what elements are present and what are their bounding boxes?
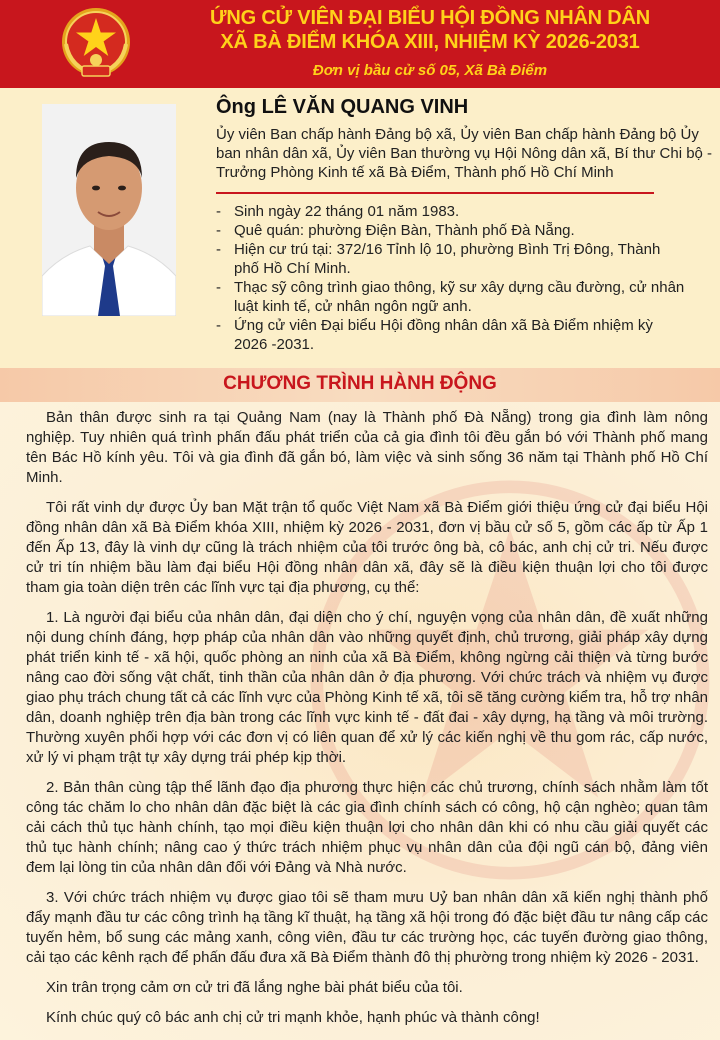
action-program-title: CHƯƠNG TRÌNH HÀNH ĐỘNG <box>223 373 497 394</box>
vietnam-national-emblem-icon <box>56 4 136 84</box>
header-title-line2: XÃ BÀ ĐIỂM KHÓA XIII, NHIỆM KỲ 2026-2031 <box>220 31 640 53</box>
candidate-profile <box>0 88 720 368</box>
candidate-positions: Ủy viên Ban chấp hành Đảng bộ xã, Ủy viên Ban chấp hành Đảng bộ Ủy ban nhân dân xã, Ủy viên Ban thường vụ Hội Nông dân xã, Bí thư Chi bộ - Trưởng Phòng Kinh tế xã Bà Điểm, Thành phố Hồ Chí Minh <box>216 126 713 181</box>
header-banner <box>0 0 720 88</box>
candidate-name <box>216 96 468 119</box>
candidate-portrait-icon <box>42 104 176 316</box>
bio-item-birth: - Sinh ngày 22 tháng 01 năm 1983. <box>216 202 686 221</box>
header-text <box>160 6 700 82</box>
bio-item-education: - Thạc sỹ công trình giao thông, kỹ sư xây dựng cầu đường, cử nhân luật kinh tế, cử nhân ngôn ngữ anh. <box>216 278 686 316</box>
bio-item-hometown: - Quê quán: phường Điện Bàn, Thành phố Đà Nẵng. <box>216 221 686 240</box>
action-program-body <box>26 408 708 1038</box>
paragraph-wishes: Kính chúc quý cô bác anh chị cử tri mạnh khỏe, hạnh phúc và thành công! <box>46 1009 540 1026</box>
paragraph-point-3: 3. Với chức trách nhiệm vụ được giao tôi sẽ tham mưu Uỷ ban nhân dân xã kiến nghị thành phố đẩy mạnh đầu tư các công trình hạ tầng kĩ thuật, hạ tầng xã hội trong đó đặc biệt đầu tư nâng cấp các tuyến hẻm, bổ sung các mảng xanh, công viên, đầu tư các trường học, các tuyến đường giao thông, cải tạo các kênh rạch để phấn đấu đưa xã Bà Điểm thành đô thị phường trong nhiệm kỳ 2026 - 2031. <box>26 889 708 966</box>
bio-item-residence: - Hiện cư trú tại: 372/16 Tỉnh lộ 10, phường Bình Trị Đông, Thành phố Hồ Chí Minh. <box>216 240 686 278</box>
candidate-photo <box>42 104 176 316</box>
paragraph-point-2: 2. Bản thân cùng tập thể lãnh đạo địa phương thực hiện các chủ trương, chính sách nhằm làm tốt công tác chăm lo cho nhân dân đặc biệt là các gia đình chính sách có công, hộ cận nghèo; quan tâm cải cách thủ tục hành chính, tạo mọi điều kiện thuận lợi cho nhân dân khi có nhu cầu giải quyết các thủ tục hành chính; nâng cao ý thức trách nhiệm phục vụ nhân dân của đội ngũ cán bộ, đảng viên đem lại lòng tin của nhân dân đối với Đảng và Nhà nước. <box>26 779 708 876</box>
header-subtitle: Đơn vị bầu cử số 05, Xã Bà Điểm <box>312 62 548 79</box>
paragraph-point-1: 1. Là người đại biểu của nhân dân, đại diện cho ý chí, nguyện vọng của nhân dân, đề xuất những nội dung chính đáng, hợp pháp của nhân dân vào những quyết định, chủ trương, giải pháp xây dựng phát triển kinh tế - xã hội, quốc phòng an ninh của xã Bà Điểm, không ngừng cải thiện và từng bước nâng cao đời sống vật chất, tinh thần của nhân dân ở địa phương. Với chức trách và nhiệm vụ được giao phụ trách chung tất cả các lĩnh vực của Phòng Kinh tế xã, tôi sẽ tăng cường kiểm tra, hỗ trợ nhân dân, doanh nghiệp trên địa bàn trong các lĩnh vực kinh tế - đất đai - xây dựng, hạ tầng và môi trường. Thường xuyên phối hợp với các đơn vị có liên quan để xử lý các kiến nghị về thu gom rác, cấp nước, xử lý vi phạm trật tự xây dựng trái phép kịp thời. <box>26 609 708 766</box>
paragraph-intro: Bản thân được sinh ra tại Quảng Nam (nay là Thành phố Đà Nẵng) trong gia đình làm nông nghiệp. Tuy nhiên quá trình phấn đấu phát triển của cả gia đình tôi đều gắn bó với Thành phố mang tên Bác Hồ kính yêu. Tôi và gia đình đã gắn bó, làm việc và sinh sống 36 năm tại Thành phố Hồ Chí Minh. <box>26 409 708 486</box>
candidate-fullname: LÊ VĂN QUANG VINH <box>261 96 469 118</box>
header-title-line1: ỨNG CỬ VIÊN ĐẠI BIỂU HỘI ĐỒNG NHÂN DÂN <box>209 7 651 29</box>
bio-item-candidacy: - Ứng cử viên Đại biểu Hội đồng nhân dân xã Bà Điểm nhiệm kỳ 2026 -2031. <box>216 316 686 354</box>
candidate-bio-list <box>216 202 686 354</box>
paragraph-thanks: Xin trân trọng cảm ơn cử tri đã lắng nghe bài phát biểu của tôi. <box>46 979 463 996</box>
profile-divider <box>216 192 654 194</box>
paragraph-nomination: Tôi rất vinh dự được Ủy ban Mặt trận tổ quốc Việt Nam xã Bà Điểm giới thiệu ứng cử đại biểu Hội đồng nhân dân xã Bà Điểm khóa XIII, nhiệm kỳ 2026 - 2031, đơn vị bầu cử số 5, gồm các ấp từ Ấp 1 đến Ấp 13, đây là vinh dự cũng là trách nhiệm của tôi trước ông bà, cô bác, anh chị cử tri. Nếu được cử tri tín nhiệm bầu làm đại biểu Hội đồng nhân dân xã, đây sẽ là điều kiện thuận lợi cho tôi được tham gia toàn diện trên các lĩnh vực tại địa phương, cụ thể: <box>26 499 708 596</box>
candidate-honorific: Ông <box>216 96 256 118</box>
